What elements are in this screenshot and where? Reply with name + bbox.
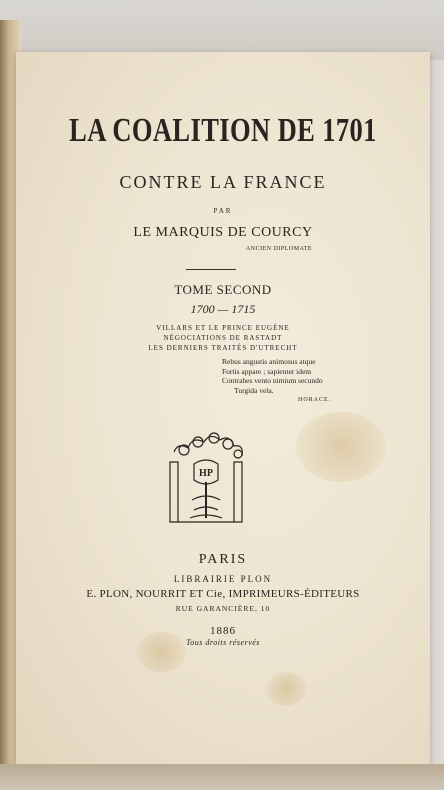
book-title: LA COALITION DE 1701 xyxy=(69,112,377,149)
subject-line: NÉGOCIATIONS DE RASTADT xyxy=(163,334,283,342)
volume-label: TOME SECOND xyxy=(174,282,272,297)
epigraph-line: Contrahes vento nimium secundo xyxy=(222,376,323,385)
address: RUE GARANCIÈRE, 10 xyxy=(175,604,271,613)
book-subtitle: CONTRE LA FRANCE xyxy=(119,172,327,192)
foxing-stain xyxy=(296,412,386,482)
date-range: 1700 — 1715 xyxy=(190,302,256,316)
epigraph-line: Turgida vela. xyxy=(234,385,274,395)
epigraph-line: Fortis appare ; sapienter idem xyxy=(222,366,312,376)
imprint-city: PARIS xyxy=(198,552,248,567)
foxing-stain xyxy=(266,672,306,706)
publisher: LIBRAIRIE PLON xyxy=(173,574,273,584)
book-bottom-edge xyxy=(0,764,444,790)
by-label: PAR xyxy=(213,207,233,215)
subject-line: LES DERNIERS TRAITÉS D'UTRECHT xyxy=(148,344,298,352)
epigraph-line: Rebus angustis animosus atque xyxy=(222,357,316,366)
author: LE MARQUIS DE COURCY xyxy=(133,225,313,240)
author-note: ANCIEN DIPLOMATE xyxy=(245,246,313,252)
svg-text:HP: HP xyxy=(199,468,213,479)
title-page xyxy=(16,52,430,764)
divider xyxy=(186,269,236,270)
epigraph xyxy=(222,357,323,395)
printer: E. PLON, NOURRIT ET Cie, IMPRIMEURS-ÉDITEURS xyxy=(86,588,360,600)
publication-year: 1886 xyxy=(210,625,236,637)
background xyxy=(0,0,444,60)
subject-line: VILLARS ET LE PRINCE EUGÈNE xyxy=(156,324,290,332)
epigraph-author: HORACE. xyxy=(298,397,332,403)
rights-notice: Tous droits réservés xyxy=(186,638,260,647)
printer-device-emblem xyxy=(164,422,248,532)
